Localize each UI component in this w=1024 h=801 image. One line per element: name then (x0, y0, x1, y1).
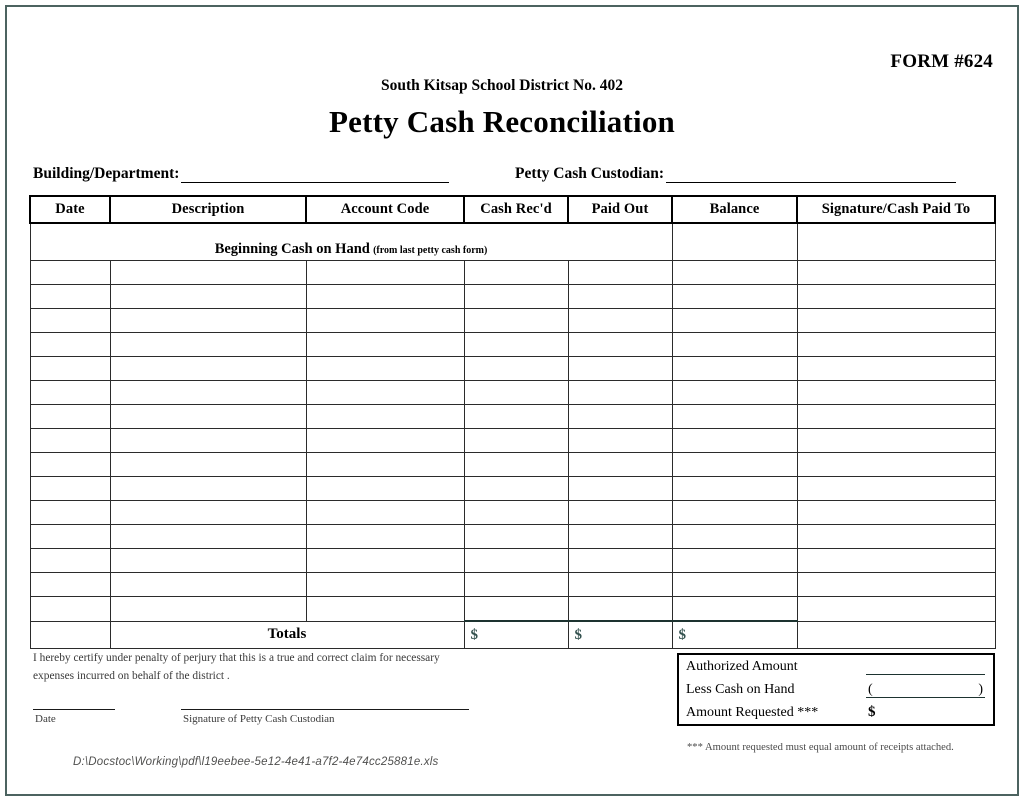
table-row (30, 357, 995, 381)
table-row (30, 597, 995, 622)
table-cell[interactable] (797, 381, 995, 405)
table-cell[interactable] (672, 549, 797, 573)
table-cell[interactable] (110, 261, 306, 285)
table-cell[interactable] (306, 453, 464, 477)
table-row (30, 333, 995, 357)
table-cell[interactable] (30, 573, 110, 597)
table-cell[interactable] (797, 285, 995, 309)
column-header-balance: Balance (672, 196, 797, 223)
table-cell[interactable] (672, 597, 797, 622)
open-paren: ( (868, 682, 873, 697)
table-cell[interactable] (110, 429, 306, 453)
ledger-table-wrapper (29, 195, 994, 649)
table-cell[interactable] (672, 333, 797, 357)
table-cell[interactable] (306, 261, 464, 285)
table-cell[interactable] (30, 453, 110, 477)
table-row (30, 405, 995, 429)
table-cell[interactable] (797, 429, 995, 453)
less-cash-on-hand-underline (866, 697, 985, 698)
table-cell[interactable] (797, 549, 995, 573)
table-cell[interactable] (30, 525, 110, 549)
table-row (30, 525, 995, 549)
table-cell[interactable] (30, 597, 110, 622)
table-cell[interactable] (110, 573, 306, 597)
table-cell[interactable] (110, 285, 306, 309)
beginning-cash-balance-cell[interactable] (672, 223, 797, 261)
authorized-amount-underline (866, 674, 985, 675)
totals-cash-received[interactable]: $ (464, 621, 568, 649)
table-cell[interactable] (110, 597, 306, 622)
authorized-amount-box (677, 653, 995, 726)
table-cell[interactable] (672, 405, 797, 429)
building-department-input[interactable] (181, 165, 449, 183)
table-cell[interactable] (30, 501, 110, 525)
petty-cash-custodian-field[interactable] (515, 159, 956, 183)
date-signature-line[interactable] (33, 709, 115, 710)
table-cell[interactable] (464, 285, 568, 309)
table-cell[interactable] (672, 501, 797, 525)
table-cell[interactable] (110, 549, 306, 573)
column-header-description: Description (110, 196, 306, 223)
totals-row (30, 621, 995, 649)
table-cell[interactable] (464, 477, 568, 501)
table-cell[interactable] (306, 309, 464, 333)
petty-cash-custodian-input[interactable] (666, 165, 956, 183)
file-path-footer: D:\Docstoc\Working\pdf\l19eebee-5e12-4e41-a7f2-4e74cc25881e.xls (73, 756, 439, 768)
ledger-table (29, 195, 996, 649)
amount-requested-row (679, 701, 993, 724)
close-paren: ) (978, 682, 983, 697)
totals-signature[interactable] (797, 621, 995, 649)
table-cell[interactable] (30, 357, 110, 381)
table-cell[interactable] (797, 333, 995, 357)
table-cell[interactable] (797, 405, 995, 429)
building-department-label: Building/Department: (33, 165, 180, 182)
certification-text: I hereby certify under penalty of perjury that this is a true and correct claim for necessary expenses incurred on behalf of the district . (33, 652, 440, 682)
table-cell[interactable] (568, 357, 672, 381)
totals-balance[interactable]: $ (672, 621, 797, 649)
table-row (30, 453, 995, 477)
column-header-date: Date (30, 196, 110, 223)
table-cell[interactable] (110, 357, 306, 381)
table-cell[interactable] (464, 525, 568, 549)
table-cell[interactable] (30, 549, 110, 573)
table-cell[interactable] (110, 333, 306, 357)
table-row (30, 549, 995, 573)
table-row (30, 261, 995, 285)
beginning-cash-label: Beginning Cash on Hand (214, 241, 370, 257)
table-cell[interactable] (568, 549, 672, 573)
table-cell[interactable] (30, 309, 110, 333)
table-cell[interactable] (306, 429, 464, 453)
amount-requested-label: Amount Requested *** (686, 704, 819, 720)
table-cell[interactable] (306, 285, 464, 309)
header-fields (33, 159, 997, 183)
authorized-amount-note: *** Amount requested must equal amount of receipts attached. (687, 742, 954, 753)
table-cell[interactable] (110, 309, 306, 333)
building-department-field[interactable] (33, 159, 449, 183)
ledger-body (30, 223, 995, 621)
less-cash-on-hand-label: Less Cash on Hand (686, 681, 795, 697)
table-cell[interactable] (306, 597, 464, 622)
table-cell[interactable] (306, 405, 464, 429)
ledger-footer (30, 621, 995, 649)
table-cell[interactable] (464, 453, 568, 477)
table-cell[interactable] (797, 453, 995, 477)
table-cell[interactable] (464, 405, 568, 429)
table-row (30, 573, 995, 597)
table-cell[interactable] (672, 453, 797, 477)
custodian-caption: Signature of Petty Cash Custodian (183, 713, 335, 725)
table-cell[interactable] (464, 381, 568, 405)
form-number: FORM #624 (890, 51, 993, 72)
table-row (30, 309, 995, 333)
table-cell[interactable] (797, 309, 995, 333)
table-cell[interactable] (464, 573, 568, 597)
table-cell[interactable] (30, 333, 110, 357)
table-cell[interactable] (797, 525, 995, 549)
table-cell[interactable] (306, 333, 464, 357)
table-cell[interactable] (110, 501, 306, 525)
table-cell[interactable] (30, 381, 110, 405)
table-cell[interactable] (672, 309, 797, 333)
table-cell[interactable] (464, 333, 568, 357)
totals-date-cell (30, 621, 110, 649)
table-cell[interactable] (464, 357, 568, 381)
table-row (30, 285, 995, 309)
district-name: South Kitsap School District No. 402 (381, 77, 623, 94)
table-cell[interactable] (110, 525, 306, 549)
table-cell[interactable] (568, 477, 672, 501)
table-cell[interactable] (30, 405, 110, 429)
table-cell[interactable] (30, 261, 110, 285)
table-cell[interactable] (568, 429, 672, 453)
table-cell[interactable] (30, 429, 110, 453)
dollar-sign: $ (868, 704, 876, 720)
table-cell[interactable] (568, 285, 672, 309)
table-cell[interactable] (110, 477, 306, 501)
totals-label: Totals (110, 621, 464, 649)
table-cell[interactable] (568, 405, 672, 429)
table-cell[interactable] (568, 525, 672, 549)
table-cell[interactable] (797, 573, 995, 597)
table-cell[interactable] (672, 429, 797, 453)
custodian-signature-line[interactable] (181, 709, 469, 710)
table-cell[interactable] (306, 501, 464, 525)
amount-requested-value[interactable] (866, 701, 987, 724)
table-cell[interactable] (568, 573, 672, 597)
ledger-header (30, 196, 995, 223)
table-cell[interactable] (306, 549, 464, 573)
beginning-cash-signature-cell[interactable] (797, 223, 995, 261)
petty-cash-custodian-label: Petty Cash Custodian: (515, 165, 664, 182)
table-cell[interactable] (568, 261, 672, 285)
table-cell[interactable] (672, 573, 797, 597)
table-cell[interactable] (797, 501, 995, 525)
table-cell[interactable] (110, 405, 306, 429)
table-cell[interactable] (797, 357, 995, 381)
table-cell[interactable] (464, 309, 568, 333)
table-cell[interactable] (30, 477, 110, 501)
column-header-account-code: Account Code (306, 196, 464, 223)
table-cell[interactable] (672, 525, 797, 549)
less-cash-on-hand-row (679, 678, 993, 701)
table-cell[interactable] (797, 597, 995, 622)
table-cell[interactable] (110, 381, 306, 405)
ledger-header-row (30, 196, 995, 223)
table-cell[interactable] (568, 333, 672, 357)
table-cell[interactable] (672, 381, 797, 405)
column-header-cash-received: Cash Rec'd (464, 196, 568, 223)
table-row (30, 429, 995, 453)
table-row (30, 381, 995, 405)
table-cell[interactable] (672, 261, 797, 285)
table-cell[interactable] (568, 381, 672, 405)
table-cell[interactable] (464, 429, 568, 453)
table-cell[interactable] (464, 597, 568, 622)
table-cell[interactable] (568, 501, 672, 525)
column-header-paid-out: Paid Out (568, 196, 672, 223)
totals-paid-out[interactable]: $ (568, 621, 672, 649)
beginning-cash-label-cell (30, 223, 672, 261)
table-cell[interactable] (568, 309, 672, 333)
table-row (30, 477, 995, 501)
table-cell[interactable] (568, 597, 672, 622)
table-cell[interactable] (306, 525, 464, 549)
table-cell[interactable] (464, 261, 568, 285)
table-cell[interactable] (568, 453, 672, 477)
authorized-amount-label: Authorized Amount (686, 658, 798, 674)
table-cell[interactable] (306, 573, 464, 597)
table-cell[interactable] (306, 357, 464, 381)
table-cell[interactable] (110, 453, 306, 477)
date-caption: Date (35, 713, 56, 725)
table-cell[interactable] (672, 357, 797, 381)
page-title: Petty Cash Reconciliation (329, 104, 675, 139)
table-cell[interactable] (30, 285, 110, 309)
column-header-signature: Signature/Cash Paid To (797, 196, 995, 223)
authorized-amount-value[interactable] (866, 655, 987, 678)
form-sheet (9, 9, 1015, 792)
table-cell[interactable] (672, 477, 797, 501)
table-row (30, 501, 995, 525)
authorized-amount-row (679, 655, 993, 678)
table-cell[interactable] (797, 477, 995, 501)
table-cell[interactable] (464, 549, 568, 573)
beginning-cash-note: (from last petty cash form) (373, 245, 488, 256)
signature-block (33, 709, 483, 739)
table-cell[interactable] (797, 261, 995, 285)
table-cell[interactable] (464, 501, 568, 525)
table-cell[interactable] (672, 285, 797, 309)
table-cell[interactable] (306, 381, 464, 405)
beginning-cash-row (30, 223, 995, 261)
table-cell[interactable] (306, 477, 464, 501)
less-cash-on-hand-value[interactable] (866, 678, 987, 701)
